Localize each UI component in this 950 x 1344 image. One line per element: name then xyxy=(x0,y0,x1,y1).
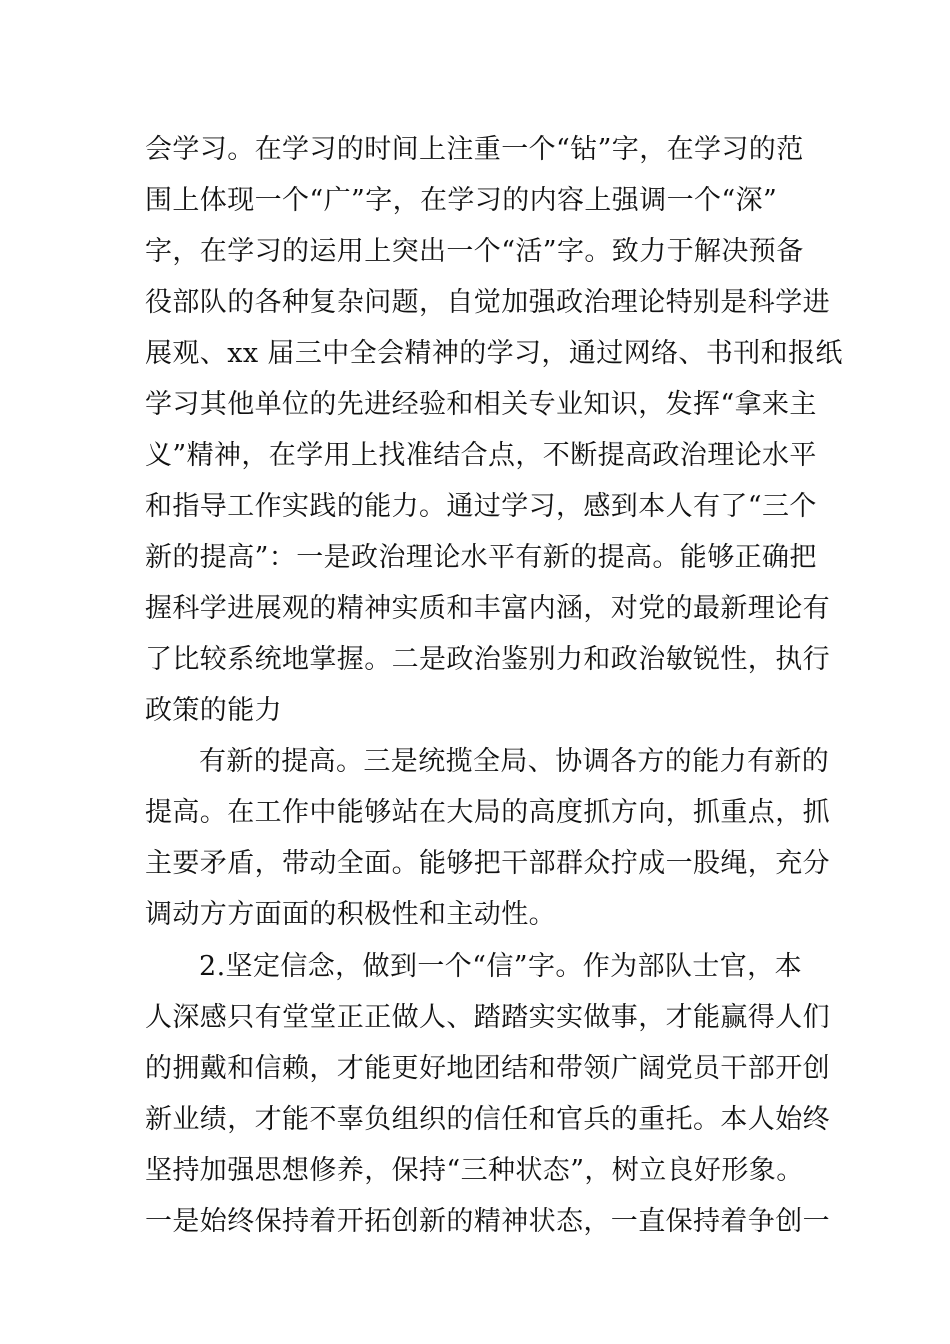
text-line: 新业绩，才能不辜负组织的信任和官兵的重托。本人始终 xyxy=(145,1104,830,1135)
text-line: 政策的能力 xyxy=(145,695,282,726)
text-line: 的拥戴和信赖，才能更好地团结和带领广阔党员干部开创 xyxy=(145,1053,830,1084)
text-line: 提高。在工作中能够站在大局的高度抓方向，抓重点，抓 xyxy=(145,797,830,828)
text-line: 握科学进展观的精神实质和丰富内涵，对党的最新理论有 xyxy=(145,593,830,624)
text-line: 了比较系统地掌握。二是政治鉴别力和政治敏锐性，执行 xyxy=(145,644,830,675)
text-line: 字，在学习的运用上突出一个“活”字。致力于解决预备 xyxy=(145,236,804,267)
text-line: 义”精神，在学用上找准结合点，不断提高政治理论水平 xyxy=(145,440,817,471)
text-line: 一是始终保持着开拓创新的精神状态，一直保持着争创一 xyxy=(145,1206,830,1237)
text-line: 主要矛盾，带动全面。能够把干部群众拧成一股绳，充分 xyxy=(145,848,830,879)
text-line: 人深感只有堂堂正正做人、踏踏实实做事，才能赢得人们 xyxy=(145,1002,830,1033)
text-line: 坚持加强思想修养，保持“三种状态”，树立良好形象。 xyxy=(145,1155,804,1186)
text-line: 新的提高”：一是政治理论水平有新的提高。能够正确把 xyxy=(145,542,817,573)
text-line: 会学习。在学习的时间上注重一个“钻”字，在学习的范 xyxy=(145,134,804,165)
text-line: 役部队的各种复杂问题，自觉加强政治理论特别是科学进 xyxy=(145,287,830,318)
text-line: 围上体现一个“广”字，在学习的内容上强调一个“深” xyxy=(145,185,778,216)
paragraph-first-line: 2.坚定信念，做到一个“信”字。作为部队士官，本 xyxy=(199,951,802,982)
text-line: 学习其他单位的先进经验和相关专业知识，发挥“拿来主 xyxy=(145,389,817,420)
text-line: 调动方方面面的积极性和主动性。 xyxy=(145,899,556,930)
text-line: 展观、xx 届三中全会精神的学习，通过网络、书刊和报纸 xyxy=(145,338,843,369)
paragraph-first-line: 有新的提高。三是统揽全局、协调各方的能力有新的 xyxy=(199,746,830,777)
text-line: 和指导工作实践的能力。通过学习，感到本人有了“三个 xyxy=(145,491,817,522)
